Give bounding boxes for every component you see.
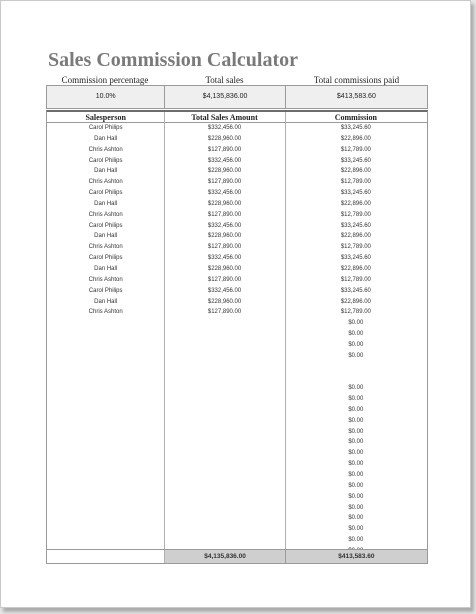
commission-cell[interactable]: $0.00 — [348, 320, 364, 327]
salesperson-cell[interactable] — [47, 503, 164, 514]
table-header-row — [47, 112, 427, 123]
sales-amount-cell[interactable]: $228,960.00 — [207, 135, 242, 142]
commission-percentage-cell[interactable]: 10.0% — [95, 93, 116, 100]
commission-cell[interactable]: $0.00 — [348, 482, 364, 489]
sales-amount-cell[interactable]: $127,890.00 — [207, 244, 242, 251]
salesperson-cell[interactable]: Dan Hall — [94, 233, 118, 240]
salesperson-cell[interactable]: Dan Hall — [94, 265, 118, 272]
table-row — [47, 351, 427, 362]
commission-cell[interactable]: $0.00 — [348, 341, 364, 348]
table-row — [47, 416, 427, 427]
salesperson-header: Salesperson — [85, 113, 126, 122]
commission-cell[interactable]: $33,245.60 — [340, 157, 371, 164]
commission-cell[interactable]: $0.00 — [348, 472, 364, 478]
salesperson-cell[interactable]: Chris Ashton — [88, 146, 123, 153]
commission-cell[interactable]: $0.00 — [348, 439, 364, 446]
commission-cell[interactable]: $0.00 — [348, 450, 364, 457]
table-row — [47, 210, 427, 221]
table-row — [47, 123, 427, 134]
commission-cell[interactable]: $22,896.00 — [340, 200, 371, 207]
commission-cell[interactable]: $0.00 — [348, 537, 364, 544]
commission-cell[interactable]: $22,896.00 — [340, 233, 371, 240]
table-row — [47, 166, 427, 177]
total-commissions-cell[interactable]: $413,583.60 — [285, 86, 427, 108]
commission-cell[interactable]: $0.00 — [348, 461, 364, 468]
commission-cell[interactable]: $33,245.60 — [340, 125, 371, 131]
table-row — [47, 231, 427, 242]
sales-amount-cell[interactable] — [164, 405, 284, 416]
table-row — [47, 535, 427, 546]
commission-cell[interactable]: $33,245.60 — [340, 287, 371, 294]
footer-total-sales-cell[interactable]: $4,135,836.00 — [164, 550, 284, 563]
table-row — [47, 492, 427, 503]
sales-amount-cell[interactable] — [164, 459, 284, 470]
salesperson-cell[interactable] — [47, 481, 164, 492]
sales-amount-cell[interactable] — [164, 394, 284, 405]
sales-amount-cell[interactable]: $332,456.00 — [207, 287, 242, 294]
table-row — [47, 242, 427, 253]
commission-cell[interactable]: $22,896.00 — [340, 298, 371, 305]
salesperson-cell[interactable]: Dan Hall — [94, 200, 118, 207]
sales-amount-cell[interactable]: $332,456.00 — [207, 157, 242, 164]
table-row — [47, 275, 427, 286]
table-row — [47, 286, 427, 297]
column-divider — [164, 112, 165, 563]
table-row — [47, 340, 427, 351]
salesperson-cell[interactable]: Carol Philips — [88, 222, 123, 229]
commission-cell[interactable]: $22,896.00 — [340, 135, 371, 142]
salesperson-cell[interactable]: Dan Hall — [94, 298, 118, 305]
sales-amount-cell[interactable] — [164, 372, 284, 383]
column-divider — [285, 112, 286, 563]
commission-cell[interactable]: $22,896.00 — [340, 265, 371, 272]
footer-total-commission-cell[interactable]: $413,583.60 — [285, 550, 427, 563]
page-title: Sales Commission Calculator — [48, 49, 298, 71]
commission-cell[interactable]: $0.00 — [348, 417, 364, 424]
salesperson-cell[interactable]: Chris Ashton — [88, 309, 123, 316]
salesperson-cell[interactable]: Dan Hall — [94, 168, 118, 175]
table-row — [47, 470, 427, 481]
commission-cell[interactable]: $33,245.60 — [340, 190, 371, 197]
sales-amount-cell[interactable]: $228,960.00 — [207, 168, 242, 175]
commission-cell[interactable]: $0.00 — [348, 396, 364, 403]
sales-amount-cell[interactable] — [164, 492, 284, 503]
commission-cell[interactable]: $0.00 — [348, 515, 364, 522]
commission-cell[interactable]: $12,789.00 — [340, 309, 371, 316]
table-row — [47, 524, 427, 535]
commission-table — [46, 110, 428, 564]
table-row — [47, 448, 427, 459]
table-footer-row — [47, 549, 427, 563]
salesperson-cell[interactable] — [47, 351, 164, 362]
salesperson-cell[interactable] — [47, 524, 164, 535]
table-row — [47, 513, 427, 524]
table-row — [47, 188, 427, 199]
salesperson-cell[interactable] — [47, 437, 164, 448]
table-row — [47, 307, 427, 318]
salesperson-cell[interactable] — [47, 372, 164, 383]
table-row — [47, 427, 427, 438]
sales-amount-cell[interactable] — [164, 535, 284, 546]
commission-cell[interactable]: $0.00 — [348, 352, 364, 359]
total-sales-header: Total sales — [205, 75, 244, 85]
table-row — [47, 503, 427, 514]
salesperson-cell[interactable]: Dan Hall — [94, 135, 118, 142]
salesperson-cell[interactable]: Chris Ashton — [88, 244, 123, 251]
table-row — [47, 264, 427, 275]
salesperson-cell[interactable]: Carol Philips — [88, 255, 123, 262]
table-row — [47, 383, 427, 394]
commission-header: Commission — [334, 113, 377, 122]
footer-label-cell — [47, 550, 164, 563]
sales-amount-cell[interactable] — [164, 427, 284, 438]
table-row — [47, 394, 427, 405]
salesperson-cell[interactable] — [47, 405, 164, 416]
table-row — [47, 297, 427, 308]
table-row — [47, 372, 427, 383]
salesperson-cell[interactable]: Chris Ashton — [88, 211, 123, 218]
salesperson-cell[interactable]: Carol Philips — [88, 190, 123, 197]
sales-amount-cell[interactable]: $332,456.00 — [207, 255, 242, 262]
sales-amount-cell[interactable] — [164, 513, 284, 524]
salesperson-cell[interactable] — [47, 362, 164, 373]
sales-amount-cell[interactable] — [164, 383, 284, 394]
total-commissions-header: Total commissions paid — [313, 75, 400, 85]
sales-amount-cell[interactable]: $127,890.00 — [207, 179, 242, 186]
sales-amount-cell[interactable]: $332,456.00 — [207, 125, 242, 131]
table-row — [47, 177, 427, 188]
salesperson-cell[interactable] — [47, 427, 164, 438]
salesperson-cell[interactable]: Carol Philips — [88, 287, 123, 294]
salesperson-cell[interactable] — [47, 448, 164, 459]
commission-cell[interactable]: $0.00 — [348, 385, 364, 392]
commission-cell[interactable]: $22,896.00 — [340, 168, 371, 175]
commission-cell[interactable] — [285, 372, 427, 383]
sales-amount-cell[interactable] — [164, 329, 284, 340]
commission-cell[interactable] — [285, 362, 427, 373]
salesperson-cell[interactable]: Carol Philips — [88, 157, 123, 164]
commission-cell[interactable]: $0.00 — [348, 493, 364, 500]
sales-amount-cell[interactable] — [164, 416, 284, 427]
commission-percentage-header: Commission percentage — [61, 75, 149, 85]
sales-amount-cell[interactable]: $228,960.00 — [207, 200, 242, 207]
commission-cell[interactable]: $0.00 — [348, 331, 364, 338]
table-row — [47, 481, 427, 492]
salesperson-cell[interactable] — [47, 535, 164, 546]
sales-amount-cell[interactable]: $332,456.00 — [207, 222, 242, 229]
commission-cell[interactable]: $12,789.00 — [340, 146, 371, 153]
salesperson-cell[interactable] — [47, 329, 164, 340]
table-row — [47, 145, 427, 156]
table-row — [47, 318, 427, 329]
table-row — [47, 253, 427, 264]
sales-amount-cell[interactable] — [164, 362, 284, 373]
salesperson-cell[interactable] — [47, 416, 164, 427]
sales-amount-cell[interactable] — [164, 524, 284, 535]
salesperson-cell[interactable] — [47, 340, 164, 351]
salesperson-cell[interactable] — [47, 470, 164, 481]
total-sales-amount-header: Total Sales Amount — [191, 113, 258, 122]
sales-amount-cell[interactable] — [164, 470, 284, 481]
table-row — [47, 437, 427, 448]
salesperson-cell[interactable]: Carol Philips — [88, 125, 123, 131]
table-row — [47, 329, 427, 340]
salesperson-cell[interactable] — [47, 383, 164, 394]
sales-amount-cell[interactable]: $228,960.00 — [207, 298, 242, 305]
salesperson-cell[interactable] — [47, 492, 164, 503]
table-body — [47, 123, 427, 557]
table-row — [47, 134, 427, 145]
sales-amount-cell[interactable] — [164, 481, 284, 492]
commission-cell[interactable]: $33,245.60 — [340, 222, 371, 229]
sales-amount-cell[interactable] — [164, 448, 284, 459]
commission-cell[interactable]: $0.00 — [348, 504, 364, 511]
sales-amount-cell[interactable] — [164, 318, 284, 329]
table-row — [47, 199, 427, 210]
summary-row — [46, 85, 428, 109]
commission-cell[interactable]: $0.00 — [348, 428, 364, 435]
salesperson-cell[interactable] — [47, 459, 164, 470]
sales-amount-cell[interactable] — [164, 503, 284, 514]
sales-amount-cell[interactable]: $127,890.00 — [207, 211, 242, 218]
salesperson-cell[interactable] — [47, 394, 164, 405]
commission-cell[interactable]: $12,789.00 — [340, 244, 371, 251]
sales-amount-cell[interactable]: $332,456.00 — [207, 190, 242, 197]
commission-cell[interactable]: $12,789.00 — [340, 211, 371, 218]
sales-amount-cell[interactable]: $127,890.00 — [207, 276, 242, 283]
sales-amount-cell[interactable] — [164, 437, 284, 448]
commission-cell[interactable]: $0.00 — [348, 406, 364, 413]
salesperson-cell[interactable] — [47, 513, 164, 524]
sales-amount-cell[interactable]: $228,960.00 — [207, 233, 242, 240]
salesperson-cell[interactable] — [47, 318, 164, 329]
commission-cell[interactable]: $0.00 — [348, 526, 364, 533]
table-row — [47, 156, 427, 167]
commission-cell[interactable]: $12,789.00 — [340, 179, 371, 186]
salesperson-cell[interactable]: Chris Ashton — [88, 179, 123, 186]
table-row — [47, 221, 427, 232]
table-row — [47, 362, 427, 373]
sales-amount-cell[interactable] — [164, 340, 284, 351]
table-row — [47, 459, 427, 470]
table-row — [47, 405, 427, 416]
salesperson-cell[interactable]: Chris Ashton — [88, 276, 123, 283]
commission-cell[interactable]: $33,245.60 — [340, 255, 371, 262]
total-sales-cell[interactable]: $4,135,836.00 — [164, 86, 284, 108]
sales-amount-cell[interactable]: $228,960.00 — [207, 265, 242, 272]
sales-amount-cell[interactable]: $127,890.00 — [207, 309, 242, 316]
sales-amount-cell[interactable] — [164, 351, 284, 362]
commission-cell[interactable]: $12,789.00 — [340, 276, 371, 283]
sales-amount-cell[interactable]: $127,890.00 — [207, 146, 242, 153]
